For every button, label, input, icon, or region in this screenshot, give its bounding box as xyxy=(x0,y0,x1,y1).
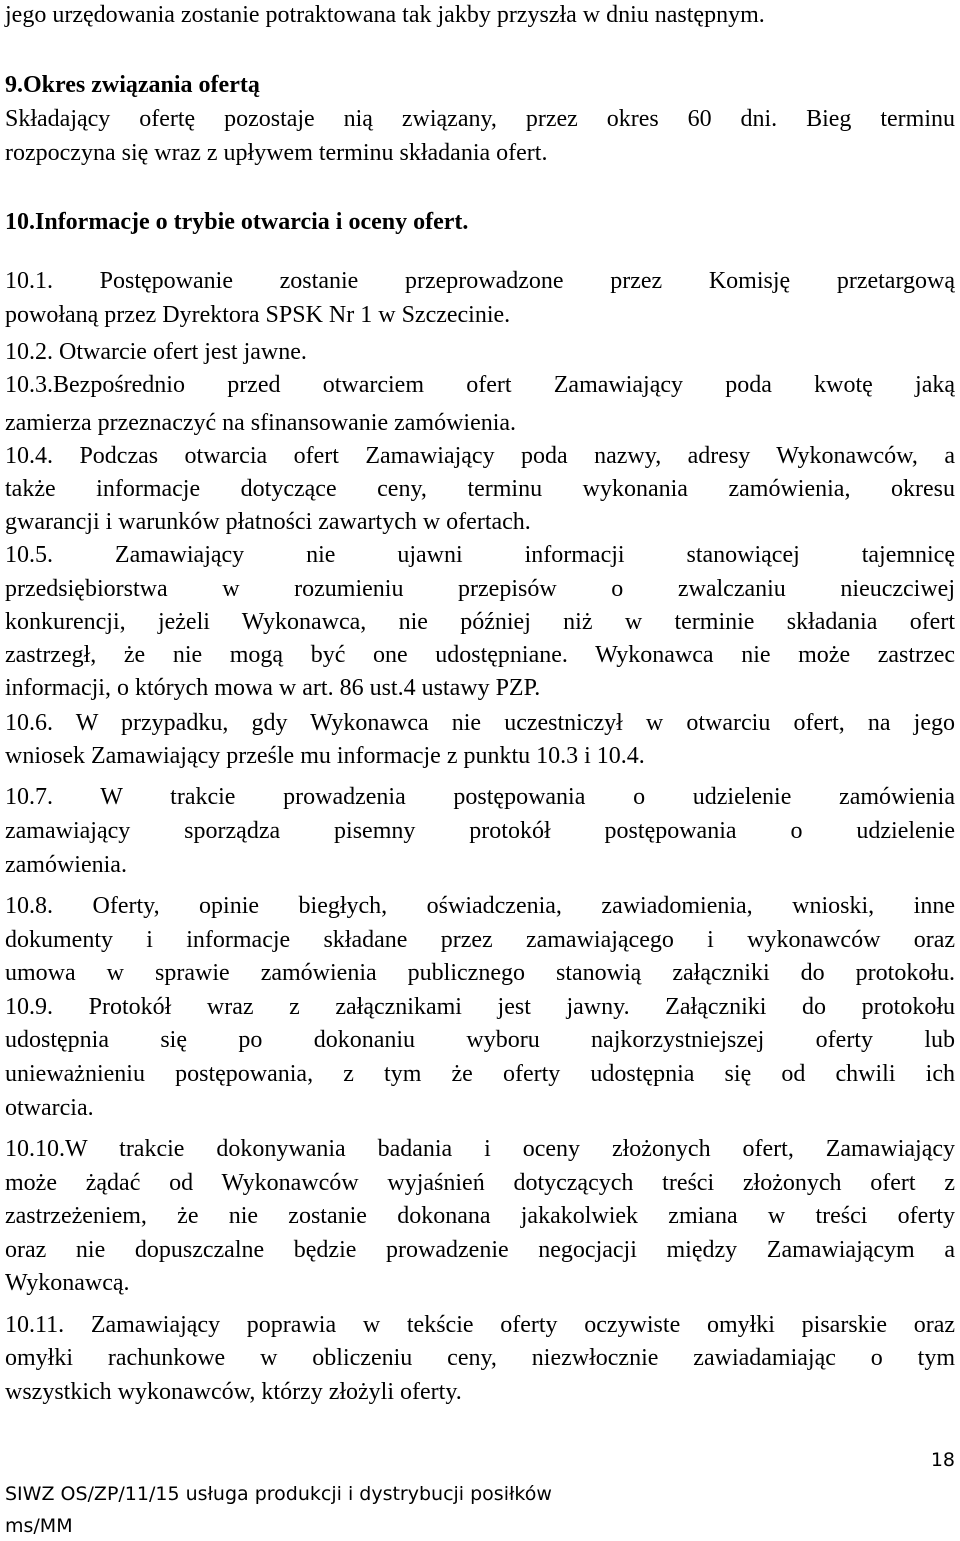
text-line: 10.9. Protokół wraz z załącznikami jest jawny. Załączniki do protokołu xyxy=(5,994,955,1020)
text-line: 10.11. Zamawiający poprawia w tekście oferty oczywiste omyłki pisarskie oraz xyxy=(5,1312,955,1338)
text-line: także informacje dotyczące ceny, terminu wykonania zamówienia, okresu xyxy=(5,476,955,502)
text-line: 10.7. W trakcie prowadzenia postępowania o udzielenie zamówienia xyxy=(5,784,955,810)
text-line: umowa w sprawie zamówienia publicznego stanowią załączniki do protokołu. xyxy=(5,960,955,986)
text-line: powołaną przez Dyrektora SPSK Nr 1 w Szczecinie. xyxy=(5,302,511,328)
text-line: wniosek Zamawiający prześle mu informacje z punktu 10.3 i 10.4. xyxy=(5,743,645,769)
text-line: udostępnia się po dokonaniu wyboru najkorzystniejszej oferty lub xyxy=(5,1027,955,1053)
text-line: unieważnieniu postępowania, z tym że oferty udostępnia się od chwili ich xyxy=(5,1061,955,1087)
text-line: oraz nie dopuszczalne będzie prowadzenie negocjacji między Zamawiającym a xyxy=(5,1237,955,1263)
text-line: zamierza przeznaczyć na sfinansowanie zamówienia. xyxy=(5,410,517,436)
section-heading: 10.Informacje o trybie otwarcia i oceny ofert. xyxy=(5,209,469,235)
footer-author-initials: ms/MM xyxy=(5,1515,73,1537)
text-line: 10.4. Podczas otwarcia ofert Zamawiający poda nazwy, adresy Wykonawców, a xyxy=(5,443,955,469)
footer-document-id: SIWZ OS/ZP/11/15 usługa produkcji i dystrybucji posiłków xyxy=(5,1483,552,1505)
page-number: 18 xyxy=(930,1449,955,1471)
text-line: 10.10.W trakcie dokonywania badania i oceny złożonych ofert, Zamawiający xyxy=(5,1136,955,1162)
text-line: konkurencji, jeżeli Wykonawca, nie później niż w terminie składania ofert xyxy=(5,609,955,635)
text-line: rozpoczyna się wraz z upływem terminu składania ofert. xyxy=(5,140,548,166)
text-line: 10.3.Bezpośrednio przed otwarciem ofert Zamawiający poda kwotę jaką xyxy=(5,372,955,398)
text-line: przedsiębiorstwa w rozumieniu przepisów o zwalczaniu nieuczciwej xyxy=(5,576,955,602)
text-line: 10.6. W przypadku, gdy Wykonawca nie uczestniczył w otwarciu ofert, na jego xyxy=(5,710,955,736)
text-line: jego urzędowania zostanie potraktowana tak jakby przyszła w dniu następnym. xyxy=(5,2,765,28)
text-line: informacji, o których mowa w art. 86 ust.4 ustawy PZP. xyxy=(5,675,541,701)
section-heading: 9.Okres związania ofertą xyxy=(5,72,260,98)
text-line: gwarancji i warunków płatności zawartych w ofertach. xyxy=(5,509,531,535)
text-line: zamówienia. xyxy=(5,852,127,878)
text-line: zamawiający sporządza pisemny protokół postępowania o udzielenie xyxy=(5,818,955,844)
text-line: 10.1. Postępowanie zostanie przeprowadzone przez Komisję przetargową xyxy=(5,268,955,294)
text-line: 10.5. Zamawiający nie ujawni informacji stanowiącej tajemnicę xyxy=(5,542,955,568)
text-line: może żądać od Wykonawców wyjaśnień dotyczących treści złożonych ofert z xyxy=(5,1170,955,1196)
text-line: dokumenty i informacje składane przez zamawiającego i wykonawców oraz xyxy=(5,927,955,953)
text-line: 10.8. Oferty, opinie biegłych, oświadczenia, zawiadomienia, wnioski, inne xyxy=(5,893,955,919)
text-line: Wykonawcą. xyxy=(5,1270,130,1296)
text-line: omyłki rachunkowe w obliczeniu ceny, niezwłocznie zawiadamiając o tym xyxy=(5,1345,955,1371)
text-line: zastrzegł, że nie mogą być one udostępniane. Wykonawca nie może zastrzec xyxy=(5,642,955,668)
text-line: wszystkich wykonawców, którzy złożyli oferty. xyxy=(5,1379,462,1405)
text-line: 10.2. Otwarcie ofert jest jawne. xyxy=(5,339,307,365)
text-line: Składający ofertę pozostaje nią związany, przez okres 60 dni. Bieg terminu xyxy=(5,106,955,132)
text-line: zastrzeżeniem, że nie zostanie dokonana jakakolwiek zmiana w treści oferty xyxy=(5,1203,955,1229)
text-line: otwarcia. xyxy=(5,1095,94,1121)
